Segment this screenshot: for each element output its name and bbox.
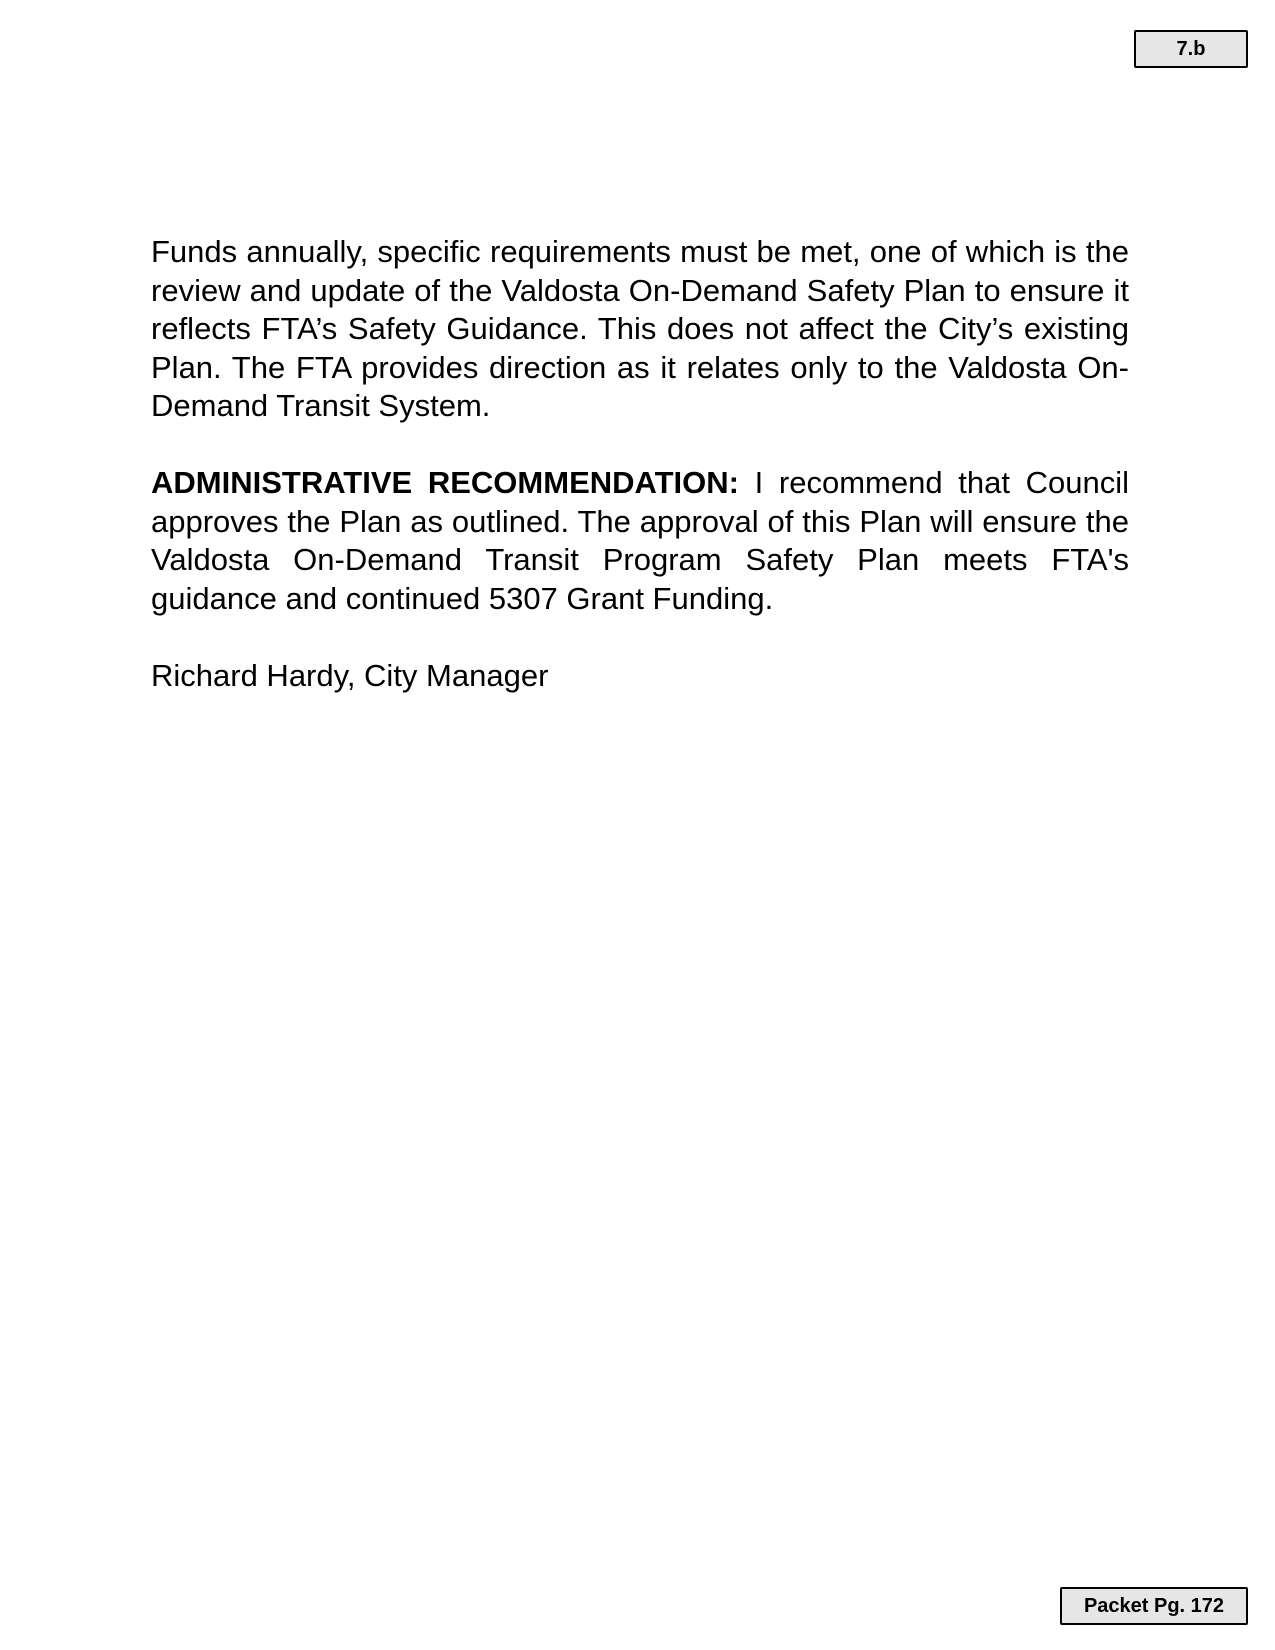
document-body	[151, 233, 1129, 695]
item-number-badge: 7.b	[1134, 30, 1248, 68]
recommendation-paragraph	[151, 464, 1129, 618]
funding-paragraph: Funds annually, specific requirements must be met, one of which is the review and update of the Valdosta On-Demand Safety Plan to ensure it reflects FTA’s Safety Guidance. This does not affect the City’s existing Plan. The FTA provides direction as it relates only to the Valdosta On-Demand Transit System.	[151, 234, 1129, 423]
recommendation-heading: ADMINISTRATIVE RECOMMENDATION:	[151, 465, 739, 500]
packet-page-badge: Packet Pg. 172	[1060, 1587, 1248, 1625]
recommendation-text: I recommend that Council approves the Plan as outlined. The approval of this Plan will ensure the Valdosta On-Demand Transit Program Safety Plan meets FTA's guidance and continued 5307 Grant Funding.	[151, 465, 1130, 616]
signature-line: Richard Hardy, City Manager	[151, 657, 549, 693]
